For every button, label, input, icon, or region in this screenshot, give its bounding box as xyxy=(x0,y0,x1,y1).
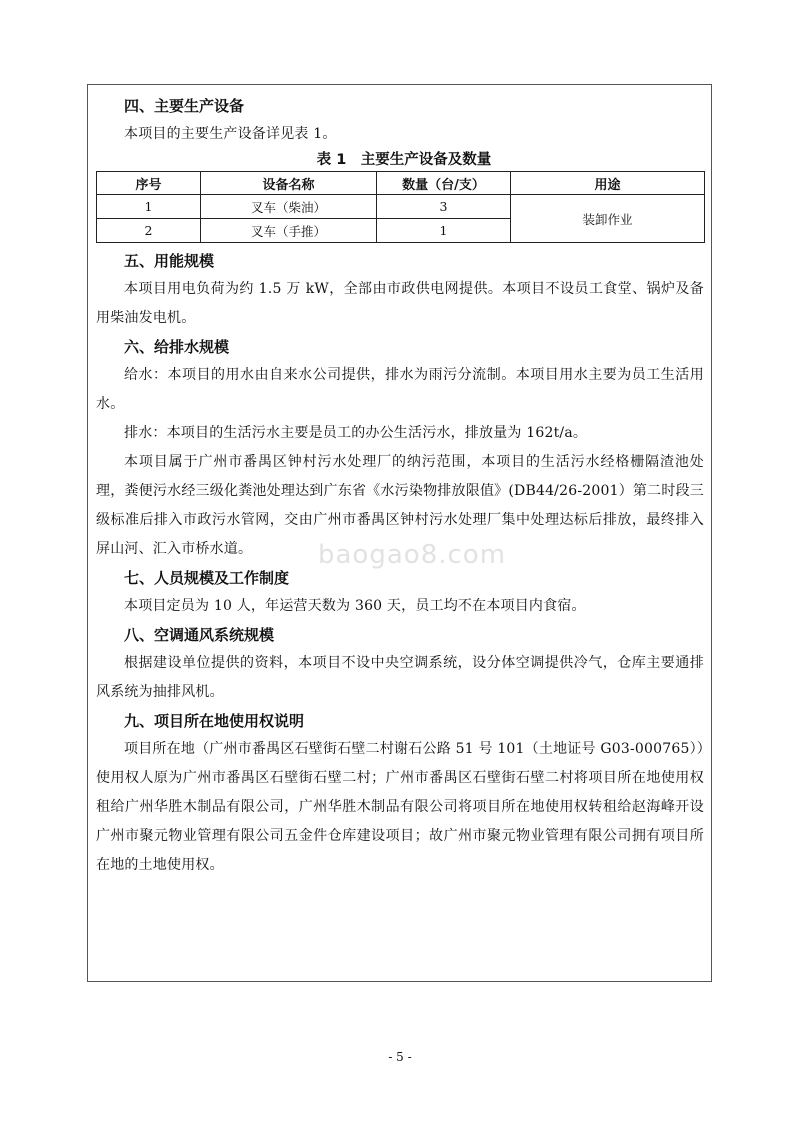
sewage-paragraph: 本项目属于广州市番禺区钟村污水处理厂的纳污范围，本项目的生活污水经格栅隔渣池处理，粪便污水经三级化粪池处理达到广东省《水污染物排放限值》(DB44/26-2001）第二时段三级标准后排入市政污水管网，交由广州市番禺区钟村污水处理厂集中处理达标后排放，最终排入屏山河、汇入市桥水道。 xyxy=(96,454,704,557)
section-title-equipment: 四、主要生产设备 xyxy=(124,97,245,115)
energy-paragraph: 本项目用电负荷为约 1.5 万 kW，全部由市政供电网提供。本项目不设员工食堂、锅炉及备用柴油发电机。 xyxy=(96,281,704,326)
section-title-land-use: 九、项目所在地使用权说明 xyxy=(124,712,305,730)
cell-usage: 装卸作业 xyxy=(511,195,705,243)
table-header-row xyxy=(97,172,705,195)
cell-name: 叉车（手推） xyxy=(201,219,377,243)
cell-qty: 3 xyxy=(377,195,511,219)
section-title-water: 六、给排水规模 xyxy=(124,338,230,356)
staff-paragraph: 本项目定员为 10 人，年运营天数为 360 天，员工均不在本项目内食宿。 xyxy=(124,598,586,614)
water-supply-paragraph: 给水：本项目的用水由自来水公司提供，排水为雨污分流制。本项目用水主要为员工生活用水。 xyxy=(96,367,704,412)
cell-no: 2 xyxy=(97,219,201,243)
section-title-energy: 五、用能规模 xyxy=(124,252,215,270)
table-caption: 表 1 主要生产设备及数量 xyxy=(316,152,492,168)
document-body xyxy=(96,92,704,880)
header-no: 序号 xyxy=(97,172,201,195)
land-use-paragraph: 项目所在地（广州市番禺区石壁街石壁二村谢石公路 51 号 101（土地证号 G03-000765））使用权人原为广州市番禺区石壁街石壁二村；广州市番禺区石壁街石壁二村将项目所在地使用权租给广州华胜木制品有限公司，广州华胜木制品有限公司将项目所在地使用权转租给赵海峰开设广州市聚元物业管理有限公司五金件仓库建设项目；故广州市聚元物业管理有限公司拥有项目所在地的土地使用权。 xyxy=(96,741,704,873)
section-title-hvac: 八、空调通风系统规模 xyxy=(124,626,275,644)
section-title-staff: 七、人员规模及工作制度 xyxy=(124,569,290,587)
drainage-paragraph: 排水：本项目的生活污水主要是员工的办公生活污水，排放量为 162t/a。 xyxy=(124,425,588,441)
page-number: - 5 - xyxy=(388,1050,412,1064)
cell-name: 叉车（柴油） xyxy=(201,195,377,219)
cell-no: 1 xyxy=(97,195,201,219)
header-name: 设备名称 xyxy=(201,172,377,195)
equipment-table xyxy=(96,171,705,243)
equipment-intro: 本项目的主要生产设备详见表 1。 xyxy=(124,126,337,142)
table-row xyxy=(97,195,705,219)
header-usage: 用途 xyxy=(511,172,705,195)
hvac-paragraph: 根据建设单位提供的资料，本项目不设中央空调系统，设分体空调提供冷气，仓库主要通排风系统为抽排风机。 xyxy=(96,655,704,700)
watermark: baogao8.com xyxy=(318,540,507,570)
header-qty: 数量（台/支） xyxy=(377,172,511,195)
cell-qty: 1 xyxy=(377,219,511,243)
